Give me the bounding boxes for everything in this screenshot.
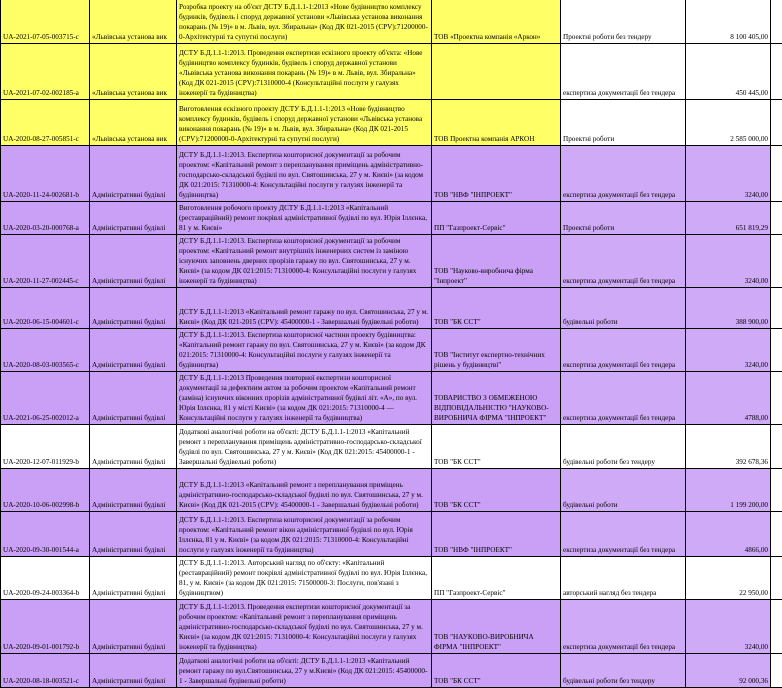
organization-cell: «Львівська установа вик bbox=[90, 0, 177, 44]
description-cell: ДСТУ Б.Д.1.1-1:2013. Проведення експертизи кошторисної документації за робочим проектом: «Капітальний ремонт з перепланування приміщень адміністративно-господарсько-складської будівлі по вул. Святошинська, 27 у м. Києві» (за кодом ДК 021:2015: 71310000-4: Консультаційні послуги у галузях інженерії та будівництва) bbox=[177, 600, 432, 654]
procurement-id-cell: UA-2020-11-24-002681-b bbox=[1, 146, 90, 202]
contractor-cell: ТОВ "НВФ "ІНПРОЕКТ" bbox=[432, 146, 561, 202]
table-row bbox=[1, 557, 782, 600]
table-row bbox=[1, 0, 782, 44]
spacer-cell bbox=[771, 202, 782, 235]
organization-cell: Адміністративні будівлі bbox=[90, 146, 177, 202]
description-cell: Додаткові аналогічні роботи на об'єкті: ДСТУ Б.Д.1.1-1:2013 «Капітальний ремонт гаражу по вул.Святошинська, 27 у м.Києві» (Код ДК 021:2015: 45400000-1 - Завершальні будівельні роботи) bbox=[177, 654, 432, 688]
contractor-cell: ПП "Газпроект-Сервіс" bbox=[432, 202, 561, 235]
contractor-cell: ПП "Газпроект-Сервіс" bbox=[432, 557, 561, 600]
amount-cell: 92 000,36 bbox=[686, 654, 771, 688]
organization-cell: Адміністративні будівлі bbox=[90, 512, 177, 557]
description-cell: ДСТУ Б.Д.1.1-1:2013. Авторський нагляд по об'єкту: «Капітальний (реставраційний) ремонт покрівлі адміністративної будівлі по вул. Юрія Іллєнка, 81, у м. Києві» (за кодом ДК 021:2015: 71500000-3: Послуги, пов'язані з будівництвом) bbox=[177, 557, 432, 600]
amount-cell: 4866,00 bbox=[686, 512, 771, 557]
spacer-cell bbox=[771, 146, 782, 202]
procurement-id-cell: UA-2021-07-02-002185-a bbox=[1, 44, 90, 100]
description-cell: ДСТУ Б.Д.1.1-1:2013. Експертиза кошторисної документації за робочим проектом: «Капітальний ремонт з перепланування приміщень адміністративно-господарсько-складської будівлі по вул. Святошинська, 27 у м. Києві» (за кодом ДК 021:2015: 71310000-4: Консультаційні послуги у галузях інженерії та будівництва) bbox=[177, 146, 432, 202]
table-row bbox=[1, 146, 782, 202]
amount-cell: 3240,00 bbox=[686, 329, 771, 372]
description-cell: ДСТУ Б.Д.1.1-1:2013. Експертиза кошторисної документації за робочим проектом: «Капітальний ремонт вікон адміністративної будівлі по вул. Юрія Іллєнка, 81 у м. Києві» (за кодом ДК 021:2015: 71310000-4: Консультаційні послуги у галузях інженерії та будівництва) bbox=[177, 512, 432, 557]
contractor-cell: ТОВ "НАУКОВО-ВИРОБНИЧА ФІРМА "ІНПРОЕКТ" bbox=[432, 600, 561, 654]
procurement-id-cell: UA-2020-08-18-003521-c bbox=[1, 654, 90, 688]
work-type-cell: експертиза документації без тендера bbox=[561, 512, 686, 557]
contractor-cell bbox=[432, 44, 561, 100]
procurement-id-cell: UA-2020-09-24-003364-b bbox=[1, 557, 90, 600]
contractor-cell: ТОВ "БК ССТ" bbox=[432, 654, 561, 688]
amount-cell: 22 950,00 bbox=[686, 557, 771, 600]
description-cell: ДСТУ Б.Д.1.1-1:2013. Експертиза кошторисної документації за робочим проектом: «Капітальний ремонт внутрішніх інженерних систем із заміною існуючих заповнень дверних прорізів гаражу по вул. Святошинська, 27 у м. Києві» (за кодом ДК 021:2015: 71310000-4: Консультаційні послуги у галузях інженерії та будівництва) bbox=[177, 235, 432, 288]
organization-cell: Адміністративні будівлі bbox=[90, 654, 177, 688]
spacer-cell bbox=[771, 288, 782, 329]
description-cell: ДСТУ Б.Д.1.1-1:2013 Проведення повторної експертизи кошторисної документації за дефектним актом за робочим проектом «Капітальний ремонт (заміна) існуючих віконних прорізів адміністративної будівлі літ. «А», по вул. Юрія Іллєнка, 81 у місті Києві» (за кодом ДК 021:2015: 71310000-4 — Консультаційні послуги у галузях інженерії та будівництва) bbox=[177, 372, 432, 425]
table-body bbox=[1, 0, 782, 688]
table-row bbox=[1, 100, 782, 146]
table-row bbox=[1, 512, 782, 557]
contractor-cell: ТОВ "Інститут експертно-технічних рішень у будівництві" bbox=[432, 329, 561, 372]
work-type-cell: будівельні роботи без тендеру bbox=[561, 654, 686, 688]
spacer-cell bbox=[771, 372, 782, 425]
work-type-cell: експертиза документації без тендера bbox=[561, 44, 686, 100]
amount-cell: 392 678,36 bbox=[686, 425, 771, 469]
contractor-cell: ТОВ "БК ССТ" bbox=[432, 425, 561, 469]
contractor-cell: ТОВ "БК ССТ" bbox=[432, 288, 561, 329]
organization-cell: Адміністративні будівлі bbox=[90, 202, 177, 235]
work-type-cell: будівельні роботи без тендеру bbox=[561, 425, 686, 469]
spacer-cell bbox=[771, 469, 782, 512]
spacer-cell bbox=[771, 425, 782, 469]
table-row bbox=[1, 329, 782, 372]
contractor-cell: ТОВ "БК ССТ" bbox=[432, 469, 561, 512]
amount-cell: 450 445,00 bbox=[686, 44, 771, 100]
amount-cell: 388 900,00 bbox=[686, 288, 771, 329]
contractor-cell: ТОВ Проектна компанія АРКОН bbox=[432, 100, 561, 146]
work-type-cell: будівельні роботи bbox=[561, 469, 686, 512]
table-row bbox=[1, 235, 782, 288]
table-row bbox=[1, 425, 782, 469]
spacer-cell bbox=[771, 235, 782, 288]
procurement-id-cell: UA-2021-06-25-002012-a bbox=[1, 372, 90, 425]
organization-cell: Адміністративні будівлі bbox=[90, 600, 177, 654]
work-type-cell: Проектні роботи без тендеру bbox=[561, 0, 686, 44]
description-cell: ДСТУ Б.Д.1.1-1:2013. Експертиза кошторисної частини проекту будівництва: «Капітальний ремонт гаражу по вул. Святошинська, 27 у м. Києві» (за кодом ДК 021:2015: 71310000-4: Консультаційні послуги у галузях інженерії та будівництва) bbox=[177, 329, 432, 372]
procurement-id-cell: UA-2020-11-27-002445-c bbox=[1, 235, 90, 288]
work-type-cell: експертиза документації без тендера bbox=[561, 146, 686, 202]
organization-cell: Адміністративні будівлі bbox=[90, 557, 177, 600]
description-cell: Розробка проекту на об'єкт ДСТУ Б.Д.1.1-1:2013 «Нове будівництво комплексу будинків, будівель і споруд державної установи «Львівська установа виконання покарань (№ 19)» в м. Львів, вул. Збиральна» (Код ДК 021-2015 (CPV):71200000-0-Архітектурні та супутні послуги) bbox=[177, 0, 432, 44]
table-row bbox=[1, 600, 782, 654]
organization-cell: Адміністративні будівлі bbox=[90, 329, 177, 372]
amount-cell: 4788,00 bbox=[686, 372, 771, 425]
organization-cell: Адміністративні будівлі bbox=[90, 425, 177, 469]
organization-cell: Адміністративні будівлі bbox=[90, 372, 177, 425]
procurement-id-cell: UA-2020-06-15-004601-c bbox=[1, 288, 90, 329]
description-cell: ДСТУ Б.Д.1.1-1:2013. Проведення експертизи ескізного проекту об'єкта: «Нове будівництво комплексу будинків, будівель і споруд державної установи «Львівська установа виконання покарань (№ 19)» в м. Львів, вул. Збиральна» (Код ДК 021-2015 (CPV):71310000-4 (Консультаційні послуги у галузях інженерії та будівництва) bbox=[177, 44, 432, 100]
table-row bbox=[1, 469, 782, 512]
description-cell: Виготовлення ескізного проекту ДСТУ Б.Д.1.1-1:2013 «Нове будівництво комплексу будинків, будівель і споруд державної установи «Львівська установа виконання покарань (№ 19)» в м. Львів, вул. Збиральна» (Код ДК 021-2015 (CPV):71200000-0-Архітектурні та супутні послуги) bbox=[177, 100, 432, 146]
amount-cell: 8 100 405,00 bbox=[686, 0, 771, 44]
amount-cell: 3240,00 bbox=[686, 235, 771, 288]
contractor-cell: ТОВ "Науково-виробнича фірма "Інпроект" bbox=[432, 235, 561, 288]
description-cell: ДСТУ Б.Д.1.1-1:2013 «Капітальний ремонт гаражу по вул. Святошинська, 27 у м. Києві» (Код ДК 021-2015 (CPV): 45400000-1 - Завершальні будівельні роботи) bbox=[177, 288, 432, 329]
organization-cell: Адміністративні будівлі bbox=[90, 288, 177, 329]
spacer-cell bbox=[771, 0, 782, 44]
procurement-id-cell: UA-2020-12-07-011929-b bbox=[1, 425, 90, 469]
spacer-cell bbox=[771, 329, 782, 372]
work-type-cell: авторський нагляд без тендера bbox=[561, 557, 686, 600]
amount-cell: 651 819,29 bbox=[686, 202, 771, 235]
amount-cell: 3240,00 bbox=[686, 600, 771, 654]
work-type-cell: експертиза документації без тендера bbox=[561, 372, 686, 425]
amount-cell: 1 199 200,00 bbox=[686, 469, 771, 512]
spacer-cell bbox=[771, 600, 782, 654]
spacer-cell bbox=[771, 100, 782, 146]
work-type-cell: Проектні роботи bbox=[561, 202, 686, 235]
amount-cell: 3240,00 bbox=[686, 146, 771, 202]
table-row bbox=[1, 44, 782, 100]
spacer-cell bbox=[771, 44, 782, 100]
organization-cell: «Львівська установа вик bbox=[90, 44, 177, 100]
procurement-id-cell: UA-2020-08-27-005851-c bbox=[1, 100, 90, 146]
table-row bbox=[1, 202, 782, 235]
contractor-cell: ТОВ «Проектна компанія «Аркон» bbox=[432, 0, 561, 44]
work-type-cell: будівельні роботи bbox=[561, 288, 686, 329]
table-row bbox=[1, 372, 782, 425]
procurement-id-cell: UA-2020-10-06-002998-b bbox=[1, 469, 90, 512]
spacer-cell bbox=[771, 557, 782, 600]
work-type-cell: Проектні роботи bbox=[561, 100, 686, 146]
organization-cell: Адміністративні будівлі bbox=[90, 235, 177, 288]
work-type-cell: експертиза документації без тендера bbox=[561, 329, 686, 372]
organization-cell: Адміністративні будівлі bbox=[90, 469, 177, 512]
contractor-cell: ТОВАРИСТВО З ОБМЕЖЕНОЮ ВІДПОВІДАЛЬНІСТЮ "НАУКОВО-ВИРОБНИЧА ФІРМА "ІНПРОЕКТ" bbox=[432, 372, 561, 425]
work-type-cell: експертиза документації без тендера bbox=[561, 235, 686, 288]
organization-cell: «Львівська установа вик bbox=[90, 100, 177, 146]
spacer-cell bbox=[771, 512, 782, 557]
procurement-id-cell: UA-2020-09-30-001544-a bbox=[1, 512, 90, 557]
description-cell: Додаткові аналогічні роботи на об'єкті: ДСТУ Б.Д.1.1-1:2013 «Капітальний ремонт з перепланування приміщень адміністративно-господарсько-складської будівлі по вул. Святошинська, 27 у м. Києві» (Код ДК 021:2015: 45400000-1 - Завершальні будівельні роботи) bbox=[177, 425, 432, 469]
description-cell: ДСТУ Б.Д.1.1-1:2013 «Капітальний ремонт з перепланування приміщень адміністративно-господарсько-складської будівлі по вул. Святошинська, 27 у м. Києві» (Код ДК 021-2015 (CPV): 45400000-1 - Завершальні будівельні роботи) bbox=[177, 469, 432, 512]
table-row bbox=[1, 288, 782, 329]
procurement-id-cell: UA-2021-07-05-003715-c bbox=[1, 0, 90, 44]
contractor-cell: ТОВ "НВФ "ІНПРОЕКТ" bbox=[432, 512, 561, 557]
procurement-id-cell: UA-2020-08-03-003565-c bbox=[1, 329, 90, 372]
work-type-cell: експертиза документації без тендера bbox=[561, 600, 686, 654]
amount-cell: 2 585 000,00 bbox=[686, 100, 771, 146]
table-row bbox=[1, 654, 782, 688]
procurement-id-cell: UA-2020-09-01-001792-b bbox=[1, 600, 90, 654]
spacer-cell bbox=[771, 654, 782, 688]
description-cell: Виготовлення робочого проекту ДСТУ Б.Д.1.1-1:2013 «Капітальний (реставраційний) ремонт покрівлі адміністративної будівлі по вул. Юрія Іллєнка, 81 у м. Києві» bbox=[177, 202, 432, 235]
procurement-id-cell: UA-2020-03-20-000768-a bbox=[1, 202, 90, 235]
